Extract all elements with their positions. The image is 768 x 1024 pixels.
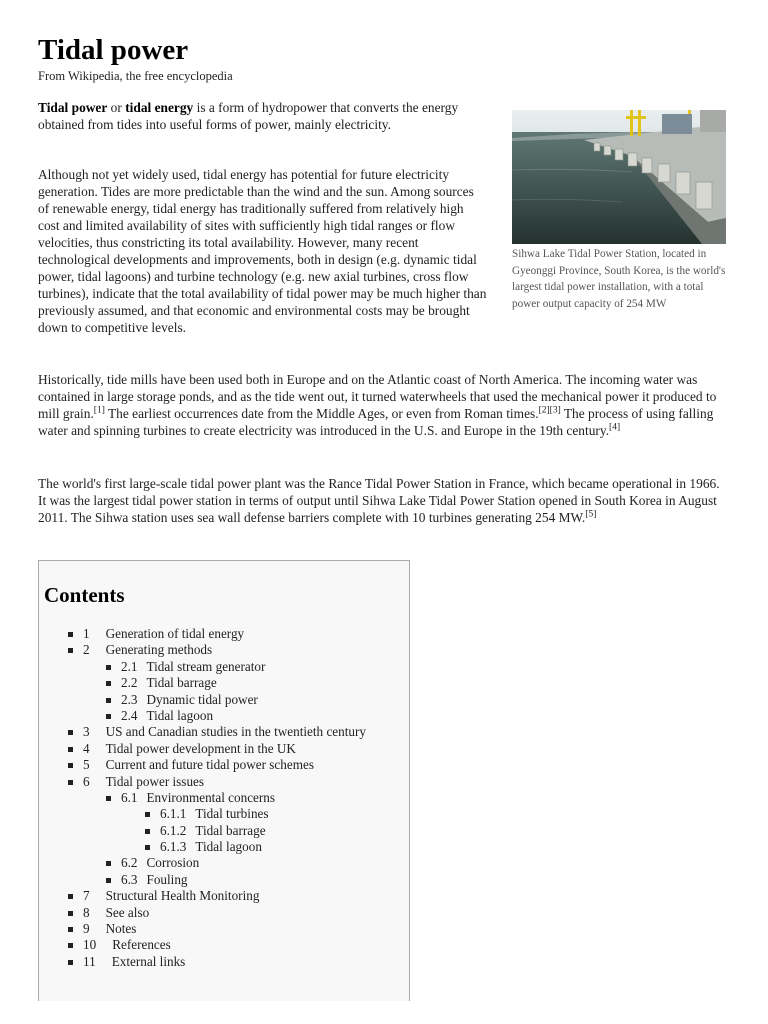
- toc-item[interactable]: [39, 888, 409, 904]
- toc-item-number: 2.2: [121, 675, 138, 691]
- toc-item[interactable]: [39, 790, 409, 806]
- bullet-icon: [68, 763, 73, 768]
- toc-item-number: 6.1.2: [160, 822, 187, 838]
- bullet-icon: [68, 927, 73, 932]
- toc-item[interactable]: [39, 626, 409, 642]
- toc-item[interactable]: [39, 921, 409, 937]
- bullet-icon: [68, 894, 73, 899]
- bold-term: tidal energy: [125, 100, 194, 115]
- toc-item-label[interactable]: Generating methods: [105, 642, 213, 658]
- toc-item[interactable]: [39, 708, 409, 724]
- thumbnail-figure: [512, 110, 728, 312]
- toc-item-number: 4: [83, 740, 90, 756]
- toc-item-number: 2.1: [121, 658, 138, 674]
- toc-item-label[interactable]: Tidal power issues: [105, 773, 205, 789]
- toc-item-number: 2.4: [121, 707, 138, 723]
- toc-item-label[interactable]: Generation of tidal energy: [105, 626, 245, 641]
- table-of-contents: [38, 560, 410, 1001]
- toc-item-label[interactable]: External links: [111, 953, 186, 969]
- toc-item-number: 6: [83, 773, 90, 789]
- bullet-icon: [68, 943, 73, 948]
- toc-item[interactable]: [39, 642, 409, 658]
- bullet-icon: [68, 960, 73, 965]
- toc-item[interactable]: [39, 675, 409, 691]
- toc-item-label[interactable]: Tidal barrage: [195, 822, 266, 838]
- bullet-icon: [106, 878, 111, 883]
- toc-item-number: 6.1: [121, 789, 138, 805]
- figure-caption: Sihwa Lake Tidal Power Station, located in Gyeonggi Province, South Korea, is the world's largest tidal power installation, with a total power output capacity of 254 MW: [512, 248, 726, 310]
- bullet-icon: [68, 747, 73, 752]
- history-paragraph: [38, 371, 728, 439]
- bullet-icon: [106, 714, 111, 719]
- citation-link[interactable]: [5]: [585, 509, 597, 520]
- bullet-icon: [68, 648, 73, 653]
- text-run: is a form of hydropower that converts the energy obtained from tides into useful forms of power, mainly electricity.: [38, 100, 459, 132]
- toc-item-label[interactable]: Corrosion: [146, 855, 200, 871]
- toc-item[interactable]: [39, 724, 409, 740]
- toc-item-number: 6.3: [121, 871, 138, 887]
- toc-item[interactable]: [39, 741, 409, 757]
- toc-item-number: 3: [83, 724, 90, 740]
- toc-item-number: 6.1.3: [160, 839, 187, 855]
- text-run: The world's first large-scale tidal power plant was the Rance Tidal Power Station in France, which became operational in 1966. It was the largest tidal power station in terms of output until Sihwa Lake Tidal Power Station opened in South Korea in August 2011. The Sihwa station uses sea wall defense barriers complete with 10 turbines generating 254 MW.: [38, 476, 720, 525]
- bullet-icon: [106, 681, 111, 686]
- toc-item-number: 6.2: [121, 855, 138, 871]
- toc-list: [39, 626, 409, 970]
- bullet-icon: [68, 780, 73, 785]
- toc-item[interactable]: [39, 757, 409, 773]
- toc-item-label[interactable]: Structural Health Monitoring: [105, 888, 260, 904]
- bullet-icon: [145, 812, 150, 817]
- sihwa-lake-photo[interactable]: [512, 110, 726, 244]
- toc-item-label[interactable]: References: [112, 937, 171, 953]
- toc-item-number: 5: [83, 757, 90, 773]
- bullet-icon: [106, 796, 111, 801]
- bullet-icon: [106, 665, 111, 670]
- toc-item-number: 1: [83, 626, 90, 641]
- page-subtitle: From Wikipedia, the free encyclopedia: [38, 69, 233, 83]
- availability-paragraph: Although not yet widely used, tidal energy has potential for future electricity generation. Tides are more predictable than the wind and the sun. Among sources of renewable energy, tidal energy has traditionally suffered from relatively high cost and limited availability of sites with sufficiently high tidal ranges or flow velocities, thus constricting its total availability. However, many recent technological developments and improvements, both in design (e.g. dynamic tidal power, tidal lagoons) and turbine technology (e.g. new axial turbines, cross flow turbines), indicate that the total availability of tidal power may be much higher than previously assumed, and that economic and environmental costs may be brought down to competitive levels.: [38, 167, 487, 335]
- toc-item-label[interactable]: Tidal power development in the UK: [105, 740, 296, 756]
- bold-term: Tidal power: [38, 100, 108, 115]
- toc-item[interactable]: [39, 692, 409, 708]
- toc-item-label[interactable]: Tidal lagoon: [146, 707, 214, 723]
- first-plant-paragraph: [38, 475, 728, 526]
- toc-item[interactable]: [39, 774, 409, 790]
- toc-item[interactable]: [39, 823, 409, 839]
- toc-item-label[interactable]: Tidal turbines: [195, 806, 269, 822]
- toc-item-label[interactable]: Notes: [105, 921, 137, 937]
- toc-item-label[interactable]: See also: [105, 904, 150, 920]
- toc-item-label[interactable]: Tidal stream generator: [146, 658, 266, 674]
- citation-link[interactable]: [4]: [609, 422, 621, 433]
- toc-item[interactable]: [39, 937, 409, 953]
- toc-item-label[interactable]: Tidal barrage: [146, 675, 217, 691]
- bullet-icon: [106, 861, 111, 866]
- toc-item-label[interactable]: Fouling: [146, 871, 188, 887]
- toc-item-number: 11: [83, 953, 96, 969]
- citation-link[interactable]: [1]: [93, 405, 105, 416]
- toc-item[interactable]: [39, 659, 409, 675]
- toc-item-number: 6.1.1: [160, 806, 187, 822]
- toc-item[interactable]: [39, 954, 409, 970]
- text-run: The earliest occurrences date from the Middle Ages, or even from Roman times.: [104, 406, 539, 421]
- toc-item-number: 2.3: [121, 691, 138, 707]
- toc-item-number: 8: [83, 904, 90, 920]
- bullet-icon: [68, 911, 73, 916]
- toc-item-number: 7: [83, 888, 90, 904]
- bullet-icon: [145, 829, 150, 834]
- bullet-icon: [106, 698, 111, 703]
- citation-link[interactable]: [2][3]: [538, 405, 561, 416]
- bullet-icon: [68, 730, 73, 735]
- toc-item-label[interactable]: Current and future tidal power schemes: [105, 757, 314, 773]
- toc-item-label[interactable]: Tidal lagoon: [195, 839, 262, 855]
- toc-item-label[interactable]: Environmental concerns: [146, 789, 276, 805]
- toc-item-number: 9: [83, 921, 90, 937]
- text-run: The process of using falling water and spinning turbines to create electricity was introduced in the U.S. and Europe in the 19th century.: [38, 406, 714, 438]
- toc-title: Contents: [44, 583, 125, 607]
- page-title: Tidal power: [38, 34, 189, 66]
- toc-item-number: 10: [83, 937, 97, 953]
- toc-item[interactable]: [39, 905, 409, 921]
- bullet-icon: [68, 632, 73, 637]
- text-run: or: [107, 100, 126, 115]
- toc-item-number: 2: [83, 642, 90, 658]
- toc-item-label[interactable]: Dynamic tidal power: [146, 691, 258, 707]
- toc-item[interactable]: [39, 839, 409, 855]
- bullet-icon: [145, 845, 150, 850]
- intro-paragraph: [38, 99, 488, 133]
- toc-item[interactable]: [39, 855, 409, 871]
- toc-item-label[interactable]: US and Canadian studies in the twentieth century: [105, 724, 366, 740]
- text-run: Historically, tide mills have been used both in Europe and on the Atlantic coast of North America. The incoming water was contained in large storage ponds, and as the tide went out, it turned waterwheels that used the mechanical power it produced to mill grain.: [38, 372, 717, 421]
- toc-item[interactable]: [39, 806, 409, 822]
- toc-item[interactable]: [39, 872, 409, 888]
